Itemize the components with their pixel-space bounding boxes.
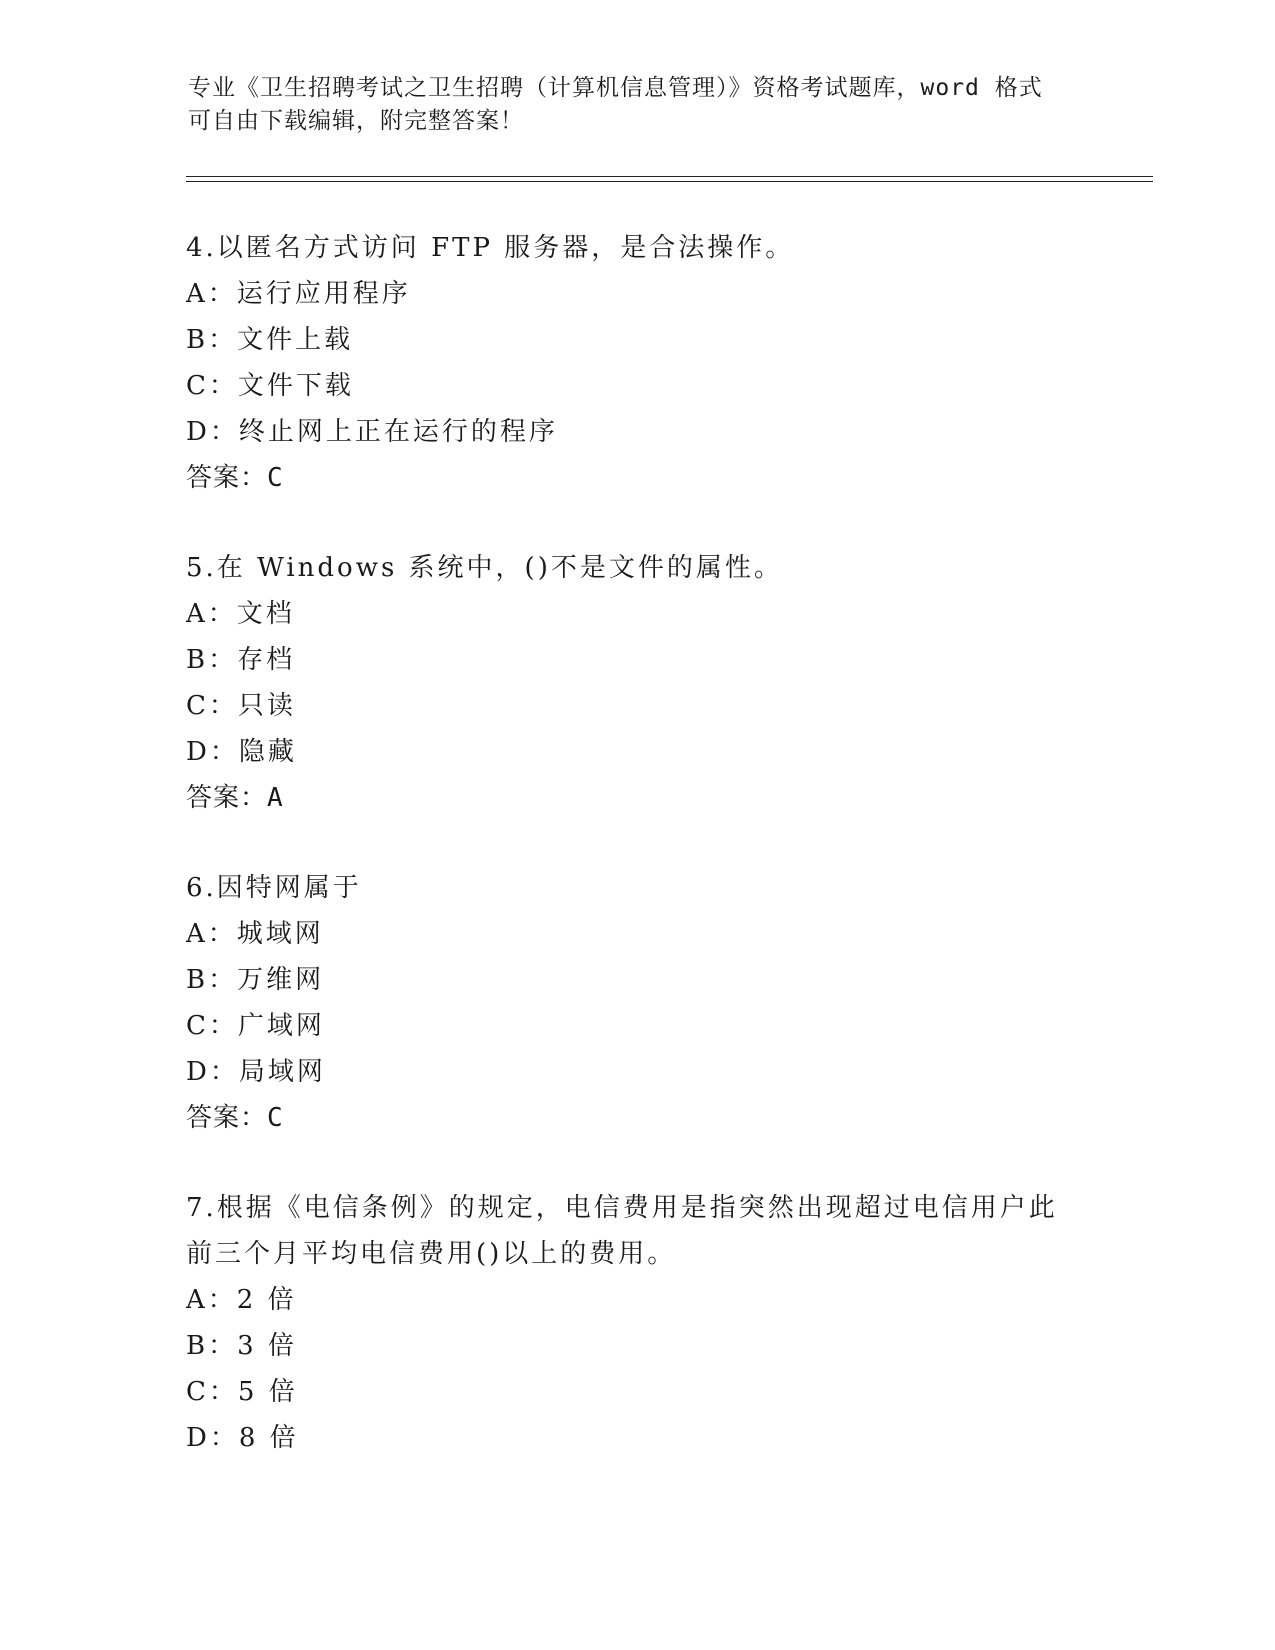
question-7 xyxy=(186,1185,1086,1461)
option-a: A：2 倍 xyxy=(186,1285,297,1315)
option-d: D：局域网 xyxy=(186,1057,326,1087)
header-intro-line1: 专业《卫生招聘考试之卫生招聘（计算机信息管理）》资格考试题库，word 格式 xyxy=(188,75,1043,101)
question-stem: 5.在 Windows 系统中，()不是文件的属性。 xyxy=(186,553,783,583)
answer-value: A xyxy=(267,783,284,813)
option-a: A：文档 xyxy=(186,599,295,629)
answer-label: 答案： xyxy=(186,1103,268,1133)
option-d: D：8 倍 xyxy=(186,1423,299,1453)
answer-value: C xyxy=(267,463,284,493)
answer-line xyxy=(186,775,1086,821)
option-c: C：5 倍 xyxy=(186,1377,298,1407)
option-c: C：广域网 xyxy=(186,1011,325,1041)
answer-line xyxy=(186,1095,1086,1141)
question-5 xyxy=(186,545,1086,821)
question-6 xyxy=(186,865,1086,1141)
option-b: B：存档 xyxy=(186,645,296,675)
option-a: A：城域网 xyxy=(186,919,324,949)
option-b: B：文件上载 xyxy=(186,325,354,355)
option-a: A：运行应用程序 xyxy=(186,279,411,309)
header-intro-line2: 可自由下载编辑，附完整答案！ xyxy=(188,108,524,134)
answer-line xyxy=(186,455,1086,501)
question-stem-line2: 前三个月平均电信费用()以上的费用。 xyxy=(186,1239,677,1269)
option-c: C：文件下载 xyxy=(186,371,354,401)
document-header xyxy=(188,72,1088,138)
answer-value: C xyxy=(267,1103,284,1133)
option-d: D：隐藏 xyxy=(186,737,297,767)
option-b: B：万维网 xyxy=(186,965,325,995)
header-double-rule xyxy=(186,176,1153,182)
option-d: D：终止网上正在运行的程序 xyxy=(186,417,558,447)
option-c: C：只读 xyxy=(186,691,296,721)
answer-label: 答案： xyxy=(186,783,268,813)
question-stem-line1: 7.根据《电信条例》的规定，电信费用是指突然出现超过电信用户此 xyxy=(186,1193,1058,1223)
option-b: B：3 倍 xyxy=(186,1331,297,1361)
question-stem: 4.以匿名方式访问 FTP 服务器，是合法操作。 xyxy=(186,233,795,263)
question-stem: 6.因特网属于 xyxy=(186,873,362,903)
question-4 xyxy=(186,225,1086,501)
answer-label: 答案： xyxy=(186,463,268,493)
